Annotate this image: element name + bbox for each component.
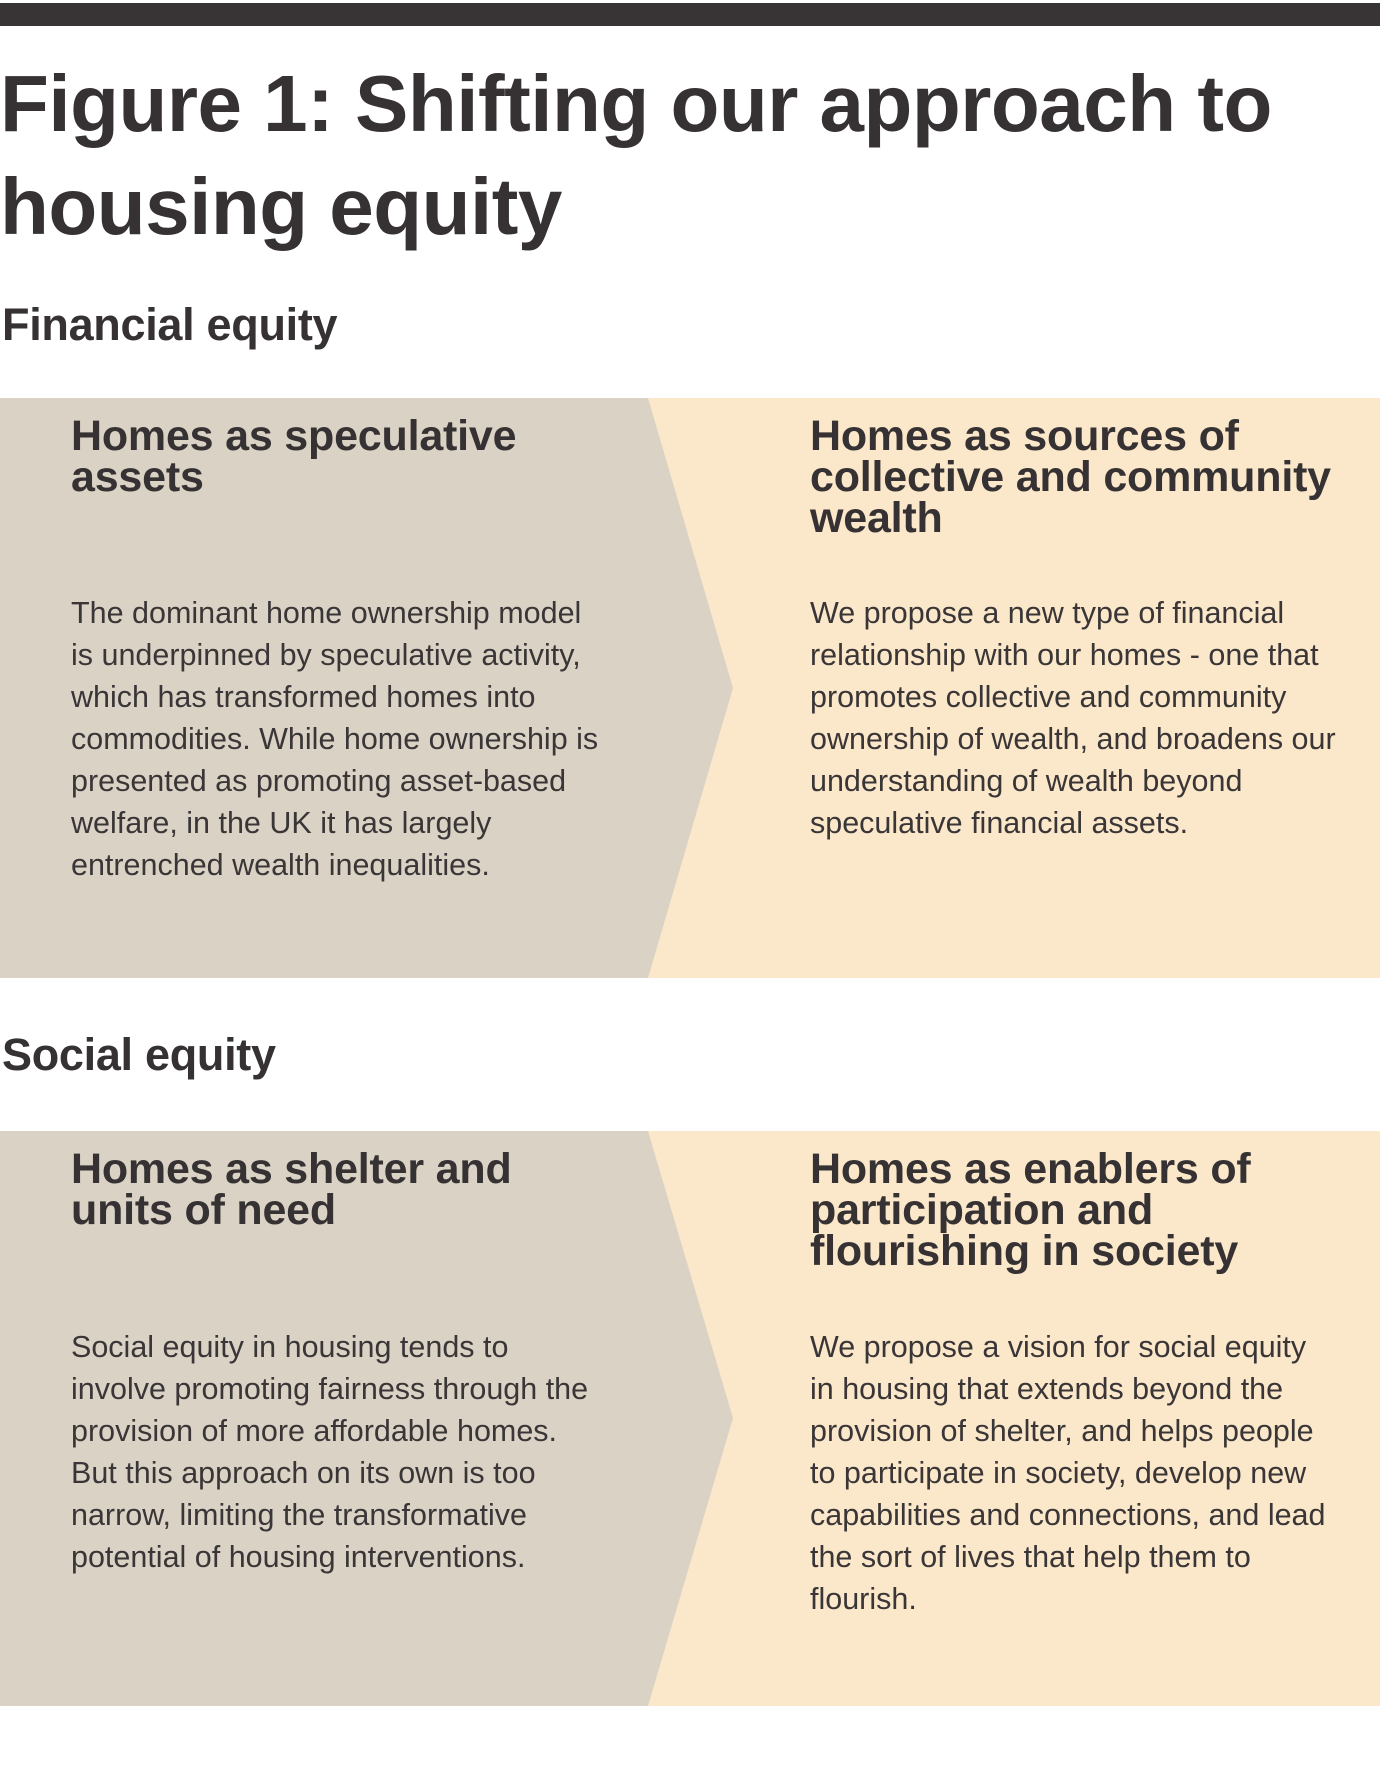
body-line: potential of housing interventions. xyxy=(71,1540,526,1574)
body-line: welfare, in the UK it has largely xyxy=(71,806,492,840)
proposed-approach-description xyxy=(810,1326,1325,1620)
heading-line: Homes as sources of xyxy=(810,412,1239,460)
body-line: understanding of wealth beyond xyxy=(810,764,1243,798)
body-line: capabilities and connections, and lead xyxy=(810,1498,1326,1532)
proposed-approach-description xyxy=(810,592,1336,844)
figure-title xyxy=(0,52,1380,258)
body-line: which has transformed homes into xyxy=(71,680,536,714)
body-line: in housing that extends beyond the xyxy=(810,1372,1284,1406)
body-line: narrow, limiting the transformative xyxy=(71,1498,527,1532)
top-rule xyxy=(0,3,1380,26)
body-line: entrenched wealth inequalities. xyxy=(71,848,490,882)
current-approach-description xyxy=(71,1326,588,1578)
body-line: flourish. xyxy=(810,1582,917,1616)
body-line: relationship with our homes - one that xyxy=(810,638,1319,672)
section-label-social-equity: Social equity xyxy=(2,1029,276,1080)
section-label-financial-equity: Financial equity xyxy=(2,299,338,350)
body-line: ownership of wealth, and broadens our xyxy=(810,722,1336,756)
body-line: speculative financial assets. xyxy=(810,806,1189,840)
current-approach-heading xyxy=(71,412,517,501)
body-line: Social equity in housing tends to xyxy=(71,1330,509,1364)
body-line: But this approach on its own is too xyxy=(71,1456,536,1490)
body-line: the sort of lives that help them to xyxy=(810,1540,1251,1574)
current-approach-description xyxy=(71,592,598,886)
figure-title-line: Figure 1: Shifting our approach to xyxy=(0,59,1272,148)
proposed-approach-heading xyxy=(810,412,1331,542)
figure-title-line: housing equity xyxy=(0,162,562,251)
panel-social-equity xyxy=(0,1131,1380,1706)
heading-line: participation and xyxy=(810,1186,1154,1234)
current-approach-heading xyxy=(71,1145,512,1234)
heading-line: assets xyxy=(71,453,204,501)
proposed-approach-heading xyxy=(810,1145,1251,1275)
body-line: We propose a vision for social equity xyxy=(810,1330,1307,1364)
body-line: promotes collective and community xyxy=(810,680,1287,714)
body-line: The dominant home ownership model xyxy=(71,596,582,630)
heading-line: Homes as speculative xyxy=(71,412,517,460)
body-line: commodities. While home ownership is xyxy=(71,722,599,756)
body-line: involve promoting fairness through the xyxy=(71,1372,589,1406)
heading-line: wealth xyxy=(810,494,943,542)
body-line: presented as promoting asset-based xyxy=(71,764,567,798)
body-line: to participate in society, develop new xyxy=(810,1456,1307,1490)
panel-financial-equity xyxy=(0,398,1380,978)
body-line: is underpinned by speculative activity, xyxy=(71,638,581,672)
body-line: provision of more affordable homes. xyxy=(71,1414,558,1448)
body-line: provision of shelter, and helps people xyxy=(810,1414,1314,1448)
heading-line: collective and community xyxy=(810,453,1331,501)
heading-line: Homes as enablers of xyxy=(810,1145,1251,1193)
heading-line: flourishing in society xyxy=(810,1227,1239,1275)
body-line: We propose a new type of financial xyxy=(810,596,1285,630)
heading-line: Homes as shelter and xyxy=(71,1145,512,1193)
heading-line: units of need xyxy=(71,1186,336,1234)
